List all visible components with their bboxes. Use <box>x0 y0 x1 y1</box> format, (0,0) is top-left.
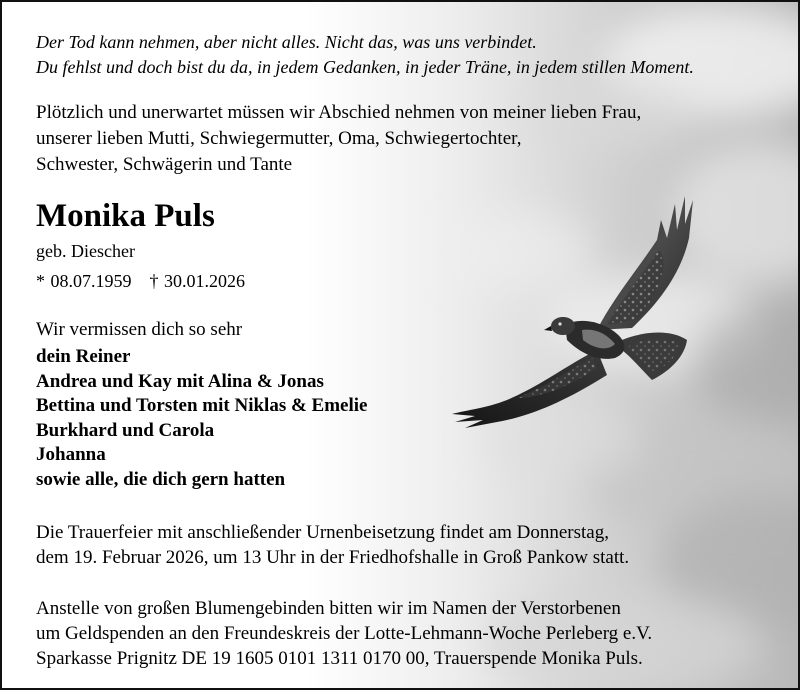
deceased-name: Monika Puls <box>36 198 215 234</box>
intro-line: Plötzlich und unerwartet müssen wir Abschied nehmen von meiner lieben Frau, <box>36 102 642 123</box>
bank-details: Sparkasse Prignitz DE 19 1605 0101 1311 0170 00, Trauerspende Monika Puls. <box>36 648 643 669</box>
announcement-intro <box>36 100 756 178</box>
mourner-entry: sowie alle, die dich gern hatten <box>36 468 286 490</box>
mourners-list <box>36 345 367 492</box>
quote-line: Du fehlst und doch bist du da, in jedem Gedanken, in jeder Träne, in jedem stillen Moment. <box>36 57 694 77</box>
memorial-quote <box>36 30 694 80</box>
donation-line: Anstelle von großen Blumengebinden bitten wir im Namen der Verstorbenen <box>36 598 621 619</box>
mourner-entry: Bettina und Torsten mit Niklas & Emelie <box>36 395 368 416</box>
donation-request <box>36 596 776 671</box>
intro-line: Schwester, Schwägerin und Tante <box>36 154 293 175</box>
mourner-entry: Andrea und Kay mit Alina & Jonas <box>36 370 324 392</box>
mourner-entry: Johanna <box>36 444 106 465</box>
intro-line: unserer lieben Mutti, Schwiegermutter, Oma, Schwiegertochter, <box>36 128 522 149</box>
mourners-heading: Wir vermissen dich so sehr <box>36 319 243 340</box>
birth-date: * 08.07.1959 <box>36 271 132 291</box>
funeral-line: Die Trauerfeier mit anschließender Urnenbeisetzung findet am Donnerstag, <box>36 522 609 543</box>
donation-line: um Geldspenden an den Freundeskreis der Lotte-Lehmann-Woche Perleberg e.V. <box>36 623 653 644</box>
death-date: † 30.01.2026 <box>149 271 245 291</box>
birth-name: geb. Diescher <box>36 241 135 261</box>
mourner-entry: Burkhard und Carola <box>36 419 215 441</box>
funeral-details <box>36 520 776 570</box>
quote-line: Der Tod kann nehmen, aber nicht alles. Nicht das, was uns verbindet. <box>36 32 537 52</box>
funeral-line: dem 19. Februar 2026, um 13 Uhr in der Friedhofshalle in Groß Pankow statt. <box>36 547 630 568</box>
mourner-entry: dein Reiner <box>36 346 131 367</box>
life-dates <box>36 270 245 292</box>
